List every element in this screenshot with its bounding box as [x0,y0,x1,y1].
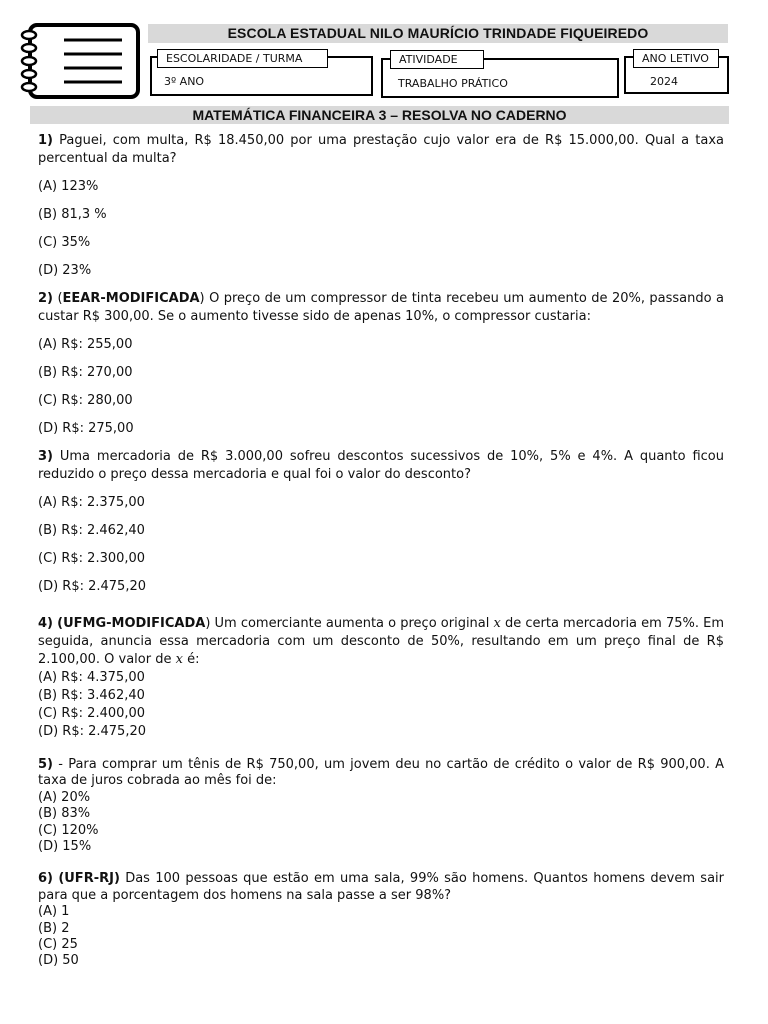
option: (A) R$: 4.375,00 [38,670,145,685]
question-5 [38,757,724,855]
option: (C) R$: 2.300,00 [38,551,146,566]
question-6-text: 6) (UFR-RJ) Das 100 pessoas que estão em uma sala, 99% são homens. Quantos homens devem sair para que a porcentagem dos homens na sala passe a ser 98%? [38,871,724,903]
option: (A) R$: 2.375,00 [38,495,145,510]
option: (A) 123% [38,179,99,194]
option: (C) 35% [38,235,91,250]
option: (C) 25 [38,937,78,953]
option: (D) R$: 2.475,20 [38,579,146,594]
option: (D) 50 [38,953,79,969]
option: (B) 83% [38,806,91,822]
option: (C) 120% [38,822,99,838]
notebook-icon [18,22,142,100]
ano-letivo-label: ANO LETIVO [633,49,719,68]
option: (A) 1 [38,904,70,920]
option: (D) 23% [38,263,92,278]
question-2-text: 2) (EEAR-MODIFICADA) O preço de um compressor de tinta recebeu um aumento de 20%, passando a custar R$ 300,00. Se o aumento tivesse sido de apenas 10%, o compressor custaria: [38,291,724,324]
option: (B) R$: 3.462,40 [38,688,145,703]
atividade-label: ATIVIDADE [390,50,484,69]
option: (D) 15% [38,839,92,855]
question-3 [38,448,724,596]
escolaridade-value: 3º ANO [164,75,205,88]
question-6 [38,871,724,969]
question-1 [38,132,724,280]
option: (B) R$: 270,00 [38,365,133,380]
question-1-text: 1) Paguei, com multa, R$ 18.450,00 por uma prestação cujo valor era de R$ 15.000,00. Qual a taxa percentual da multa? [38,133,724,166]
school-name: ESCOLA ESTADUAL NILO MAURÍCIO TRINDADE FIQUEIREDO [148,24,728,43]
option: (D) R$: 2.475,20 [38,724,146,739]
option: (B) 81,3 % [38,207,107,222]
escolaridade-label: ESCOLARIDADE / TURMA [157,49,328,68]
questions-list [38,132,724,970]
atividade-value: TRABALHO PRÁTICO [398,77,508,90]
question-2 [38,290,724,438]
option: (C) R$: 2.400,00 [38,706,146,721]
option: (A) 20% [38,789,91,805]
option: (A) R$: 255,00 [38,337,133,352]
question-4 [38,615,724,741]
worksheet-title: MATEMÁTICA FINANCEIRA 3 – RESOLVA NO CADERNO [30,106,729,124]
question-5-text: 5) - Para comprar um tênis de R$ 750,00, um jovem deu no cartão de crédito o valor de R$ 900,00. A taxa de juros cobrada ao mês foi de: [38,757,724,789]
option: (C) R$: 280,00 [38,393,133,408]
question-4-text: 4) (UFMG-MODIFICADA) Um comerciante aumenta o preço original x de certa mercadoria em 75%. Em seguida, anuncia essa mercadoria com um desconto de 50%, resultando em um preço final de R$ 2.100,00. O valor de x é: [38,616,724,667]
ano-letivo-value: 2024 [650,75,678,88]
option: (B) R$: 2.462,40 [38,523,145,538]
option: (B) 2 [38,920,70,936]
option: (D) R$: 275,00 [38,421,134,436]
question-3-text: 3) Uma mercadoria de R$ 3.000,00 sofreu descontos sucessivos de 10%, 5% e 4%. A quanto ficou reduzido o preço dessa mercadoria e qual foi o valor do desconto? [38,449,724,482]
